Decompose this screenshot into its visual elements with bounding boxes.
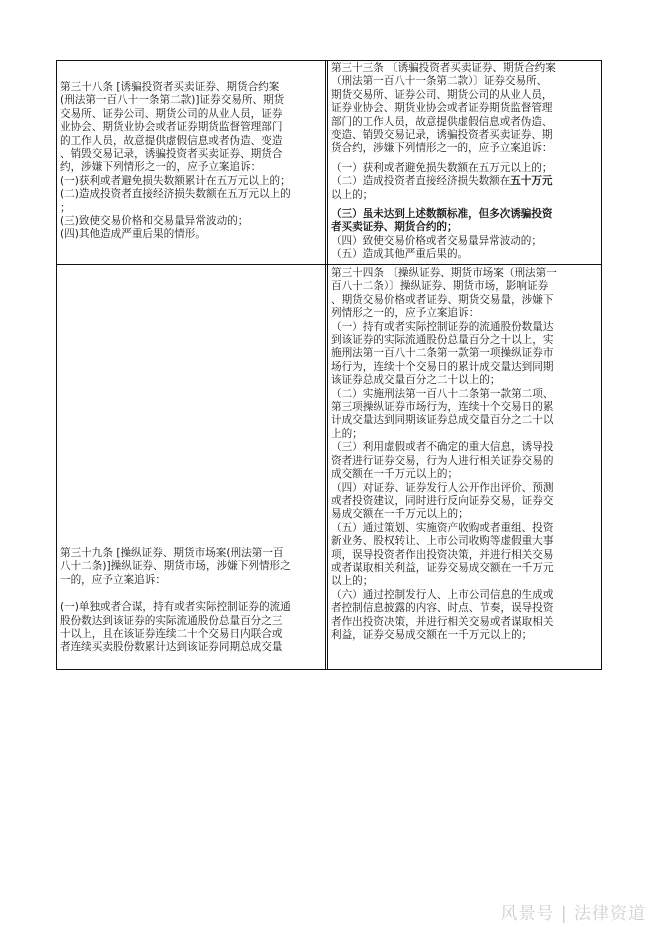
- text-line: 约，涉嫌下列情形之一的，应予立案追诉：: [60, 161, 262, 174]
- table-border-bottom: [56, 669, 602, 670]
- text-line: 或者谋取相关利益，证券交易成交额在一千万元: [331, 561, 554, 574]
- item-2-suffix: 以上的；: [331, 188, 374, 201]
- text-line: 施刑法第一百八十二条第一款第一项操纵证券市: [331, 347, 554, 360]
- text-line: （四）对证券、证券发行人公开作出评价、预测: [331, 481, 554, 494]
- text-line: 者连续买卖股份数累计达到该证券同期总成交量: [60, 641, 283, 654]
- text-line: （三）利用虚假或者不确定的重大信息，诱导投: [331, 441, 554, 454]
- text-line: 成交额在一千万元以上的；: [331, 468, 459, 481]
- table-border-top: [56, 60, 602, 61]
- text-line: 计成交量达到同期该证券总成交量百分之二十以: [331, 414, 554, 427]
- text-line: 货合约，涉嫌下列情形之一的，应予立案追诉：: [331, 142, 553, 155]
- text-line: 一的，应予立案追诉：: [60, 573, 166, 586]
- text-line: 、期货交易价格或者证券、期货交易量，涉嫌下: [331, 293, 554, 306]
- item-2: [331, 175, 597, 188]
- text-line: 者控制信息披露的内容、时点、节奏，误导投资: [331, 602, 554, 615]
- text-line: 该证券总成交量百分之二十以上的；: [331, 374, 501, 387]
- text-line: 易成交额在一千万元以上的；: [331, 508, 469, 521]
- text-line: 股份数达到该证券的实际流通股份总量百分之三: [60, 614, 283, 627]
- text-line: 以上的；: [331, 575, 374, 588]
- text-line: （六）通过控制发行人、上市公司信息的生成或: [331, 588, 554, 601]
- text-line: 上的；: [331, 427, 363, 440]
- text-line: 者作出投资决策，并进行相关交易或者谋取相关: [331, 615, 554, 628]
- text-line: 百八十二条）〕操纵证券、期货市场，影响证券: [331, 280, 549, 293]
- item-3-line-1: （三）虽未达到上述数额标准，但多次诱骗投资: [331, 208, 553, 221]
- text-line: 场行为，连续十个交易日的累计成交量达到同期: [331, 360, 554, 373]
- text-line: 列情形之一的，应予立案追诉：: [331, 307, 480, 320]
- text-line: （五）通过策划、实施资产收购或者重组、投资: [331, 521, 554, 534]
- text-line: (刑法第一百八十一条第二款)]证券交易所、期货: [60, 94, 285, 107]
- text-line: 第三十三条 〔诱骗投资者买卖证券、期货合约案: [331, 62, 556, 74]
- text-line: 交易所、证券公司、期货公司的从业人员，证券: [60, 107, 283, 120]
- text-line: 资者进行证券交易，行为人进行相关证券交易的: [331, 454, 554, 467]
- text-line: (一)获利或者避免损失数额累计在五万元以上的；: [60, 174, 291, 187]
- text-line: 证券业协会、期货业协会或者证券期货监督管理: [331, 102, 553, 115]
- comparison-table: [56, 60, 602, 670]
- column-divider: [325, 60, 326, 670]
- item-2-bold-amount: 五十万元: [510, 175, 553, 188]
- row-divider: [56, 264, 602, 265]
- item-4: （四）致使交易价格或者交易量异常波动的；: [331, 234, 542, 247]
- item-3-line-2: 者买卖证券、期货合约的；: [331, 221, 458, 234]
- column-divider-inner: [327, 60, 328, 670]
- text-line: 、销毁交易记录，诱骗投资者买卖证券、期货合: [60, 148, 283, 161]
- text-line: 新业务、股权转让、上市公司收购等虚假重大事: [331, 535, 554, 548]
- article-34-new-text: [331, 267, 597, 642]
- text-line: （一）持有或者实际控制证券的流通股份数量达: [331, 320, 554, 333]
- text-line: (四)其他造成严重后果的情形。: [60, 228, 206, 241]
- item-1: （一）获利或者避免损失数额在五万元以上的；: [331, 161, 553, 174]
- text-line: (二)造成投资者直接经济损失数额在五万元以上的: [60, 188, 291, 201]
- article-39-old-text: [60, 547, 322, 667]
- item-5: （五）造成其他严重后果的。: [331, 248, 469, 261]
- text-line: 第三十四条 〔操纵证券、期货市场案（刑法第一: [331, 267, 557, 279]
- text-line: 第三十八条 [诱骗投资者买卖证券、期货合约案: [60, 81, 280, 93]
- text-line: ；: [60, 201, 71, 214]
- text-line: 十以上，且在该证券连续二十个交易日内联合或: [60, 628, 283, 641]
- article-38-old-text: [60, 81, 322, 242]
- text-line: 部门的工作人员，故意提供虚假信息或者伪造、: [331, 115, 553, 128]
- text-line: 第三项操纵证券市场行为，连续十个交易日的累: [331, 401, 554, 414]
- text-line: 到该证券的实际流通股份总量百分之十以上，实: [331, 334, 554, 347]
- text-line: (一)单独或者合谋，持有或者实际控制证券的流通: [60, 601, 291, 614]
- text-line: 期货交易所、证券公司、期货公司的从业人员，: [331, 88, 553, 101]
- text-line: （二）实施刑法第一百八十二条第一款第二项、: [331, 387, 554, 400]
- article-33-new-text: [331, 62, 597, 262]
- table-border-left: [56, 60, 57, 670]
- text-line: 或者投资建议，同时进行反向证券交易，证券交: [331, 494, 554, 507]
- item-2-prefix: （二）造成投资者直接经济损失数额在: [331, 175, 511, 188]
- text-line: 利益，证券交易成交额在一千万元以上的；: [331, 628, 533, 641]
- text-line: 项，误导投资者作出投资决策，并进行相关交易: [331, 548, 554, 561]
- watermark: 风景号 | 法律资道: [500, 904, 646, 924]
- table-border-right: [601, 60, 602, 670]
- text-line: 变造、销毁交易记录，诱骗投资者买卖证券、期: [331, 129, 553, 142]
- text-line: （刑法第一百八十一条第二款）〕证券交易所、: [331, 75, 548, 88]
- text-line: (三)致使交易价格和交易量异常波动的；: [60, 215, 249, 228]
- text-line: 业协会、期货业协会或者证券期货监督管理部门: [60, 121, 283, 134]
- text-line: 八十二条)]操纵证券、期货市场，涉嫌下列情形之: [60, 560, 291, 573]
- text-line: 第三十九条 [操纵证券、期货市场案(刑法第一百: [60, 547, 284, 559]
- text-line: 的工作人员，故意提供虚假信息或者伪造、变造: [60, 134, 283, 147]
